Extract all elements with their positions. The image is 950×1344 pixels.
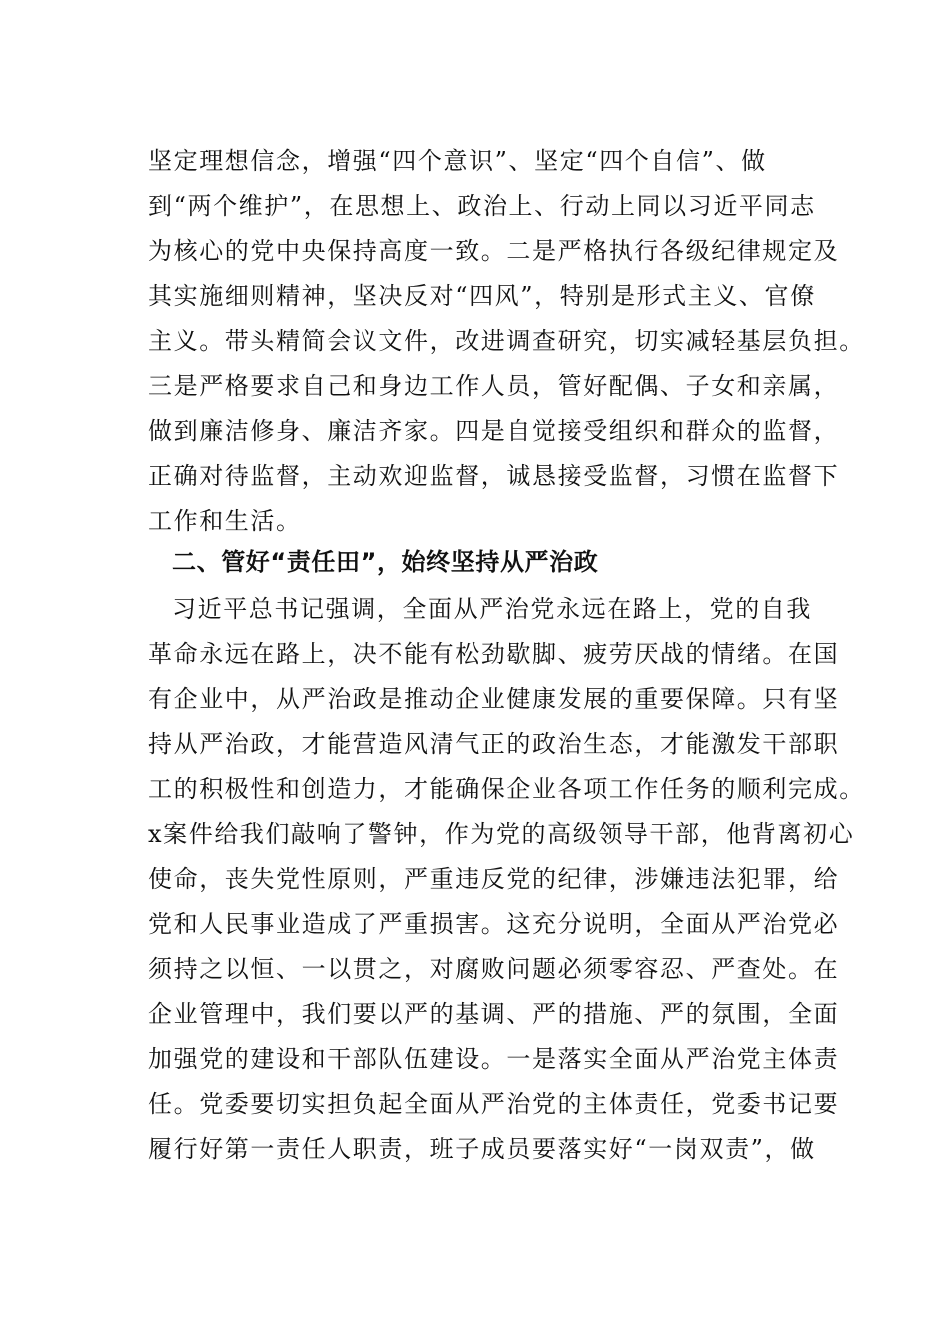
paragraph-line: x案件给我们敲响了警钟，作为党的高级领导干部，他背离初心 <box>148 820 855 848</box>
paragraph-line: 工的积极性和创造力，才能确保企业各项工作任务的顺利完成。 <box>148 775 865 803</box>
paragraph-line: 习近平总书记强调，全面从严治党永远在路上，党的自我 <box>172 595 812 623</box>
paragraph-line: 履行好第一责任人职责，班子成员要落实好“一岗双责”，做 <box>148 1135 816 1163</box>
paragraph-line: 做到廉洁修身、廉洁齐家。四是自觉接受组织和群众的监督， <box>148 417 840 445</box>
paragraph-line: 有企业中，从严治政是推动企业健康发展的重要保障。只有坚 <box>148 685 840 713</box>
paragraph-line: 到“两个维护”，在思想上、政治上、行动上同以习近平同志 <box>148 192 816 220</box>
paragraph-line: 革命永远在路上，决不能有松劲歇脚、疲劳厌战的情绪。在国 <box>148 640 840 668</box>
paragraph-line: 使命，丧失党性原则，严重违反党的纪律，涉嫌违法犯罪，给 <box>148 865 840 893</box>
section-heading: 二、管好“责任田”，始终坚持从严治政 <box>172 548 599 576</box>
paragraph-line: 主义。带头精简会议文件，改进调查研究，切实减轻基层负担。 <box>148 327 865 355</box>
paragraph-line: 任。党委要切实担负起全面从严治党的主体责任，党委书记要 <box>148 1090 840 1118</box>
paragraph-line: 加强党的建设和干部队伍建设。一是落实全面从严治党主体责 <box>148 1045 840 1073</box>
paragraph-line: 工作和生活。 <box>148 507 302 535</box>
paragraph-line: 企业管理中，我们要以严的基调、严的措施、严的氛围，全面 <box>148 1000 840 1028</box>
paragraph-line: 正确对待监督，主动欢迎监督，诚恳接受监督，习惯在监督下 <box>148 462 840 490</box>
paragraph-line: 三是严格要求自己和身边工作人员，管好配偶、子女和亲属， <box>148 372 840 400</box>
paragraph-line: 须持之以恒、一以贯之，对腐败问题必须零容忍、严查处。在 <box>148 955 840 983</box>
paragraph-line: 为核心的党中央保持高度一致。二是严格执行各级纪律规定及 <box>148 237 840 265</box>
paragraph-line: 持从严治政，才能营造风清气正的政治生态，才能激发干部职 <box>148 730 840 758</box>
paragraph-line: 其实施细则精神，坚决反对“四风”，特别是形式主义、官僚 <box>148 282 816 310</box>
paragraph-line: 坚定理想信念，增强“四个意识”、坚定“四个自信”、做 <box>148 147 767 175</box>
paragraph-line: 党和人民事业造成了严重损害。这充分说明，全面从严治党必 <box>148 910 840 938</box>
